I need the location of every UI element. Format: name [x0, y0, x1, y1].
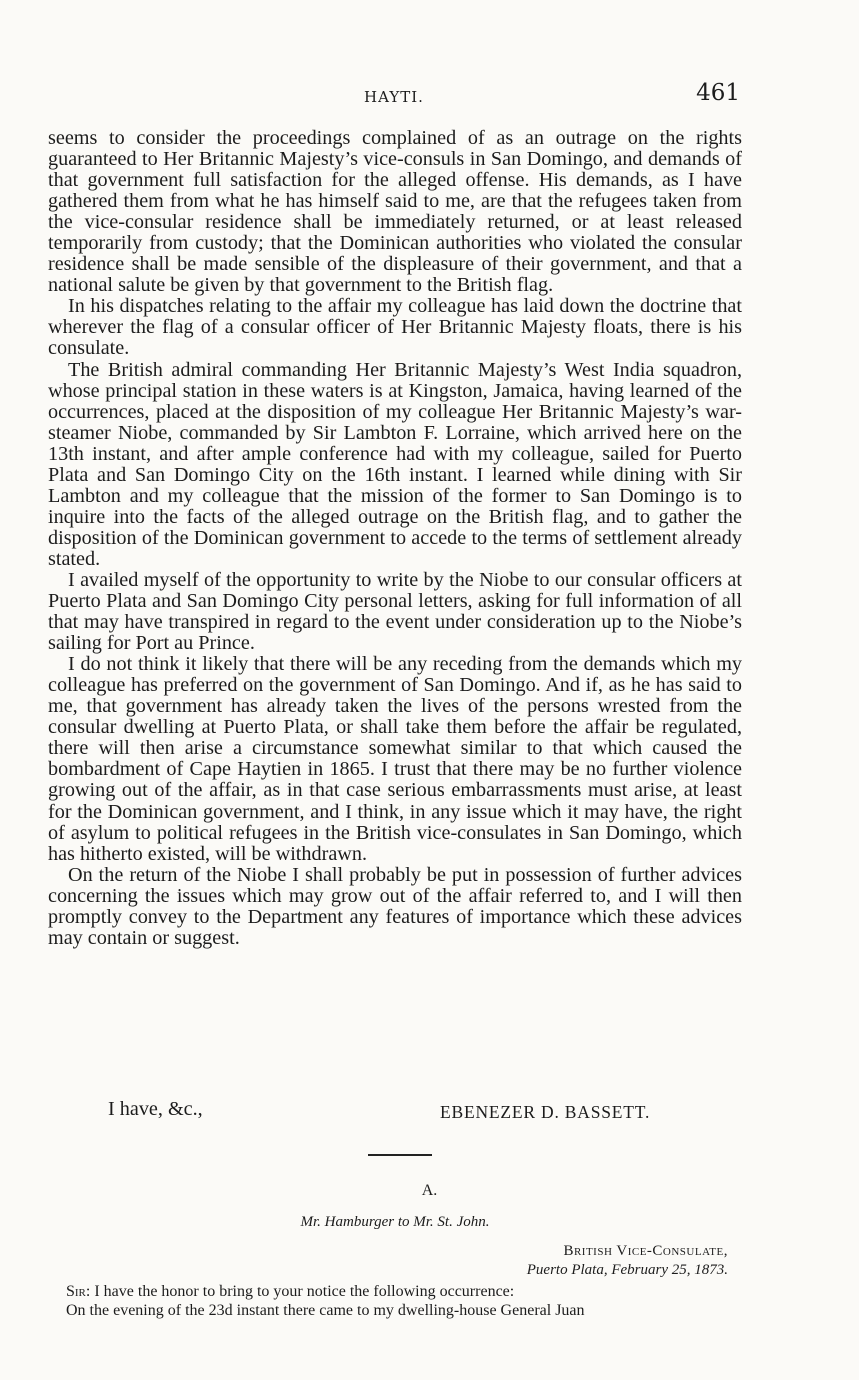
sender-place-date: Puerto Plata, February 25, 1873.	[526, 1262, 728, 1278]
body-text	[48, 128, 742, 949]
appendix-label: A.	[421, 1182, 438, 1199]
section-divider	[368, 1154, 432, 1156]
page-number: 461	[696, 80, 740, 106]
opening-text: I have the honor to bring to your notice the following occurrence:	[94, 1283, 515, 1300]
paragraph: I availed myself of the opportunity to write by the Niobe to our consular officers at Puerto Plata and San Domingo City personal letters, asking for full information of all that may have transpired in regard to the event under consideration up to the Niobe’s sailing for Port au Prince.	[48, 568, 742, 655]
signature: EBENEZER D. BASSETT.	[440, 1102, 651, 1122]
letter-body	[66, 1282, 742, 1320]
sender-office: British Vice-Consulate,	[563, 1243, 728, 1259]
running-head	[48, 80, 740, 110]
paragraph: On the return of the Niobe I shall probably be put in possession of further advices concerning the issues which may grow out of the affair referred to, and I will then promptly convey to the Department any features of importance which these advices may contain or suggest.	[48, 863, 742, 949]
paragraph: The British admiral commanding Her Britannic Majesty’s West India squadron, whose principal station in these waters is at Kingston, Jamaica, having learned of the occurrences, placed at the disposition of my colleague Her Britannic Majesty’s war-steamer Niobe, commanded by Sir Lambton F. Lorraine, which arrived here on the 13th instant, and after ample conference had with my colleague, sailed for Puerto Plata and San Domingo City on the 16th instant. I learned while dining with Sir Lambton and my colleague that the mission of the former to San Domingo is to inquire into the facts of the alleged outrage on the British flag, and to gather the disposition of the Dominican government to accede to the terms of settlement already stated.	[48, 358, 742, 570]
paragraph: I do not think it likely that there will be any receding from the demands which my colleague has preferred on the government of San Domingo. And if, as he has said to me, that government has already taken the lives of the persons wrested from the consular dwelling at Puerto Plata, or shall take them before the affair be regulated, there will then arise a circumstance somewhat similar to that which caused the bombardment of Cape Haytien in 1865. I trust that there may be no further violence growing out of the affair, as in that case serious embarrassments must arise, at least for the Dominican government, and I think, in any issue which it may have, the right of asylum to political refugees in the British vice-consulates in San Domingo, which has hitherto existed, will be withdrawn.	[48, 653, 742, 865]
letter-sender-block	[527, 1242, 728, 1280]
running-title: HAYTI.	[364, 88, 424, 106]
salutation: Sir:	[66, 1283, 91, 1300]
paragraph: seems to consider the proceedings complained of as an outrage on the rights guaranteed to Her Britannic Majesty’s vice-consuls in San Domingo, and demands of that government full satisfaction for the alleged offense. His demands, as I have gathered them from what he has himself said to me, are that the refugees taken from the vice-consular residence shall be immediately returned, or at least released temporarily from custody; that the Dominican authorities who violated the consular residence shall be made sensible of the displeasure of their government, and that a national salute be given by that government to the British flag.	[48, 127, 742, 297]
letter-opening-line	[66, 1282, 742, 1301]
closing-line: I have, &c.,	[108, 1098, 203, 1120]
paragraph: In his dispatches relating to the affair my colleague has laid down the doctrine that wherever the flag of a consular officer of Her Britannic Majesty floats, there is his consulate.	[48, 295, 742, 360]
letter-title: Mr. Hamburger to Mr. St. John.	[300, 1214, 490, 1230]
letter-body-line: On the evening of the 23d instant there came to my dwelling-house General Juan	[66, 1302, 585, 1319]
